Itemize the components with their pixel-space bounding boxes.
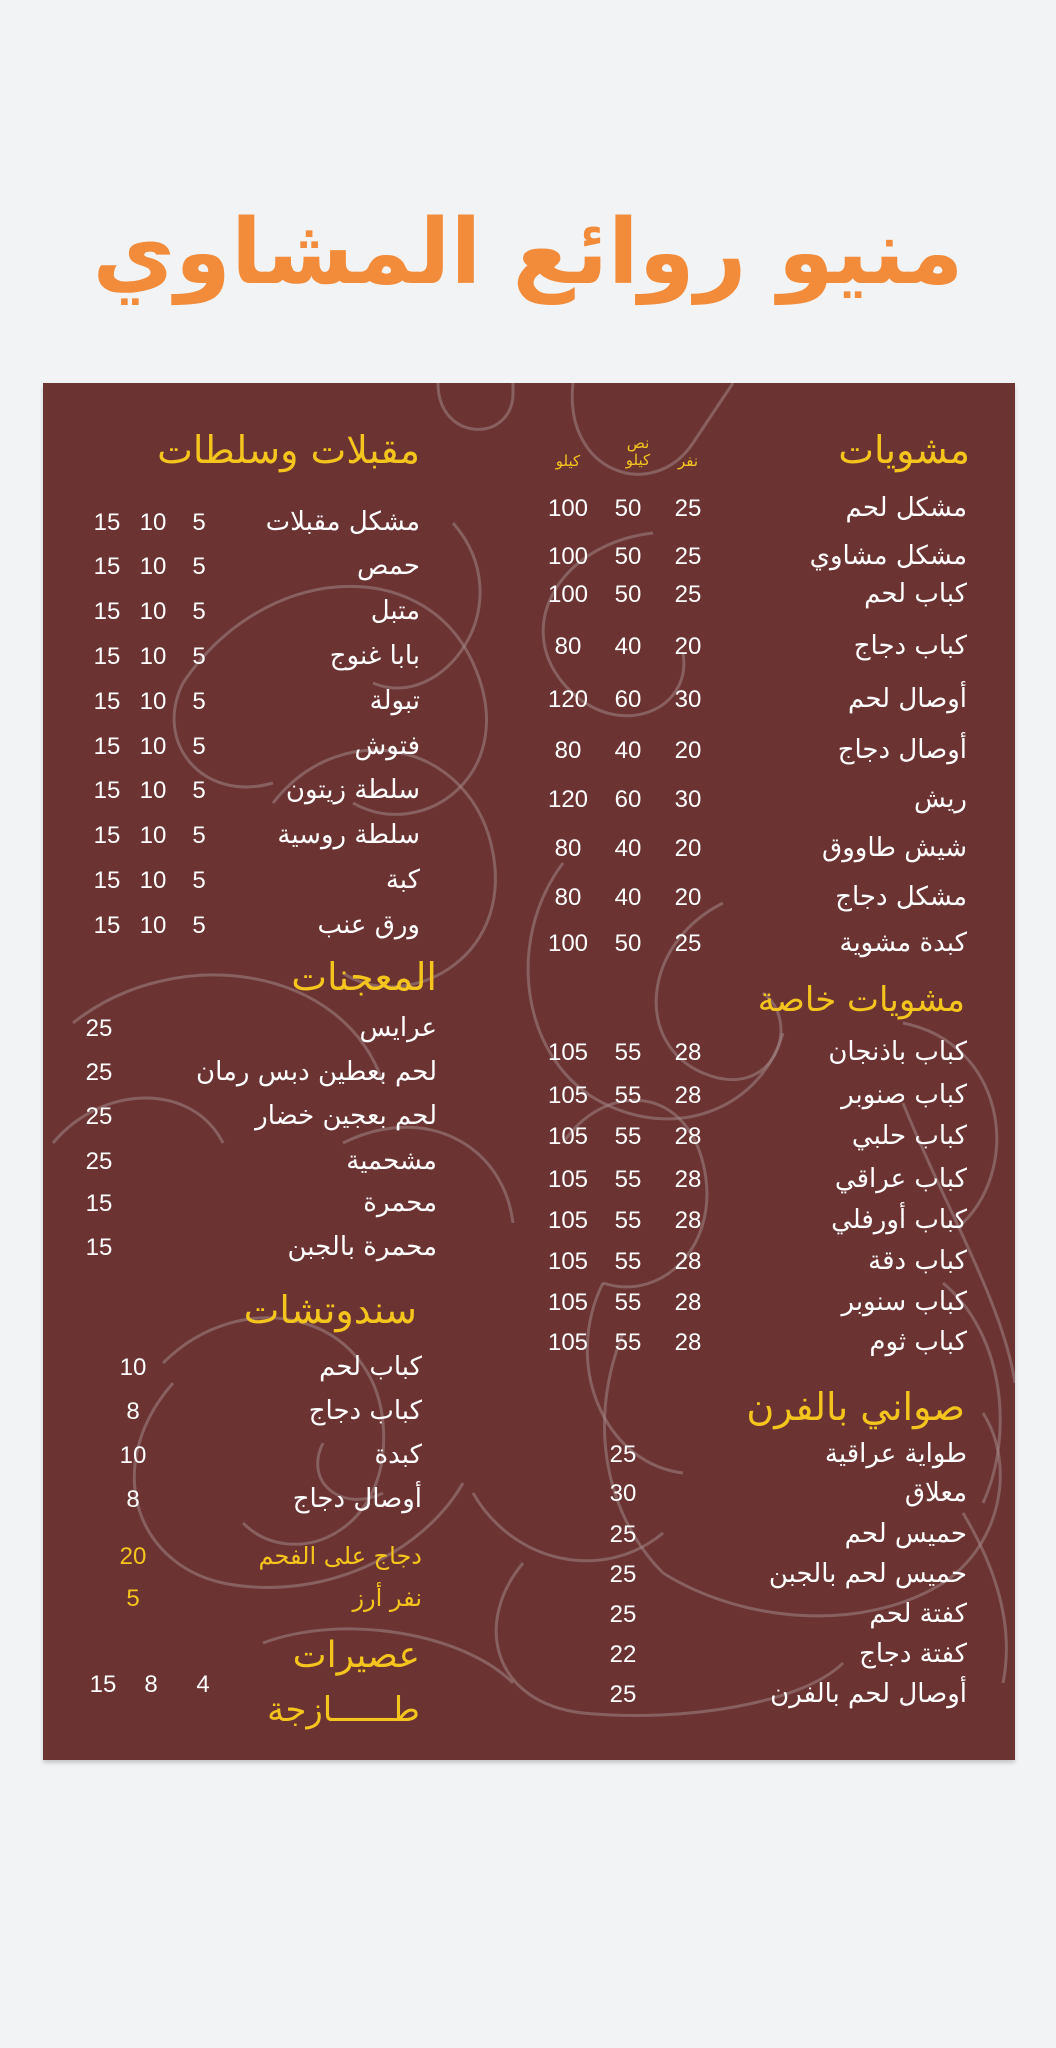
menu-item-name: كباب صنوبر (841, 1080, 967, 1110)
price-kilo: 120 (547, 686, 589, 713)
price: 25 (609, 1601, 637, 1628)
menu-item-name: كباب دقة (868, 1246, 967, 1276)
menu-card (43, 383, 1015, 1760)
menu-item-name: مشحمية (346, 1146, 437, 1176)
menu-item-name: كباب ثوم (869, 1327, 967, 1357)
price-portion: 28 (674, 1082, 702, 1109)
price-half-kilo: 50 (614, 543, 642, 570)
menu-item-name: أوصال دجاج (292, 1484, 422, 1514)
price-medium: 10 (139, 598, 167, 625)
price-portion: 28 (674, 1166, 702, 1193)
menu-item-name: طواية عراقية (824, 1439, 967, 1469)
price: 8 (126, 1398, 140, 1425)
price-small: 5 (192, 912, 206, 939)
price-half-kilo: 60 (614, 686, 642, 713)
price-half-kilo: 50 (614, 581, 642, 608)
pastries-heading: المعجنات (291, 955, 437, 999)
price-medium: 10 (139, 867, 167, 894)
price: 25 (609, 1681, 637, 1708)
price-medium: 10 (139, 777, 167, 804)
price: 15 (85, 1234, 113, 1261)
price-half-kilo: 55 (614, 1166, 642, 1193)
juice-price-small: 4 (196, 1671, 210, 1698)
menu-extra-name: دجاج على الفحم (258, 1542, 422, 1570)
price: 25 (85, 1148, 113, 1175)
page-title: منيو روائع المشاوي (92, 200, 964, 305)
col-header-half-kilo: نص كيلو (625, 434, 651, 469)
price-small: 5 (192, 688, 206, 715)
menu-item-name: حمص (357, 551, 420, 581)
price-medium: 10 (139, 733, 167, 760)
juices-heading: عصيرات (292, 1635, 420, 1676)
juice-price-large: 15 (89, 1671, 117, 1698)
price-large: 15 (93, 553, 121, 580)
price-kilo: 105 (547, 1039, 589, 1066)
menu-item-name: كباب حلبي (851, 1121, 967, 1151)
menu-item-name: ريش (914, 784, 967, 814)
price-portion: 20 (674, 737, 702, 764)
price-portion: 28 (674, 1207, 702, 1234)
price-portion: 25 (674, 581, 702, 608)
price-kilo: 105 (547, 1289, 589, 1316)
price: 25 (85, 1015, 113, 1042)
menu-item-name: كباب لحم (864, 579, 967, 609)
menu-item-name: لحم بعطين دبس رمان (195, 1057, 437, 1087)
menu-item-name: شيش طاووق (822, 833, 967, 863)
juices-heading-line2: طــــــازجة (267, 1690, 420, 1730)
menu-extra-name: نفر أرز (352, 1584, 422, 1612)
menu-item-name: كباب دجاج (308, 1396, 422, 1426)
price-kilo: 80 (554, 737, 582, 764)
price-kilo: 100 (547, 495, 589, 522)
price-kilo: 100 (547, 543, 589, 570)
price-half-kilo: 55 (614, 1248, 642, 1275)
menu-item-name: محمرة (363, 1188, 437, 1218)
menu-item-name: لحم بعجين خضار (255, 1101, 437, 1131)
price-portion: 20 (674, 835, 702, 862)
price-portion: 30 (674, 786, 702, 813)
price-portion: 28 (674, 1289, 702, 1316)
price-small: 5 (192, 553, 206, 580)
col-header-portion: نفر (677, 452, 699, 470)
price: 25 (609, 1441, 637, 1468)
price-kilo: 100 (547, 581, 589, 608)
price-medium: 10 (139, 822, 167, 849)
menu-item-name: مشكل مشاوي (809, 541, 967, 571)
price-portion: 20 (674, 633, 702, 660)
menu-item-name: كباب لحم (319, 1352, 422, 1382)
price-small: 5 (192, 777, 206, 804)
price-half-kilo: 55 (614, 1289, 642, 1316)
price: 25 (609, 1561, 637, 1588)
sandwiches-heading: سندوتشات (243, 1288, 417, 1332)
price-kilo: 80 (554, 633, 582, 660)
menu-item-name: كباب عراقي (834, 1164, 967, 1194)
menu-item-name: أوصال لحم بالفرن (770, 1679, 967, 1709)
price-half-kilo: 55 (614, 1329, 642, 1356)
price-half-kilo: 60 (614, 786, 642, 813)
menu-item-name: تبولة (369, 686, 420, 716)
price-large: 15 (93, 777, 121, 804)
price: 25 (85, 1103, 113, 1130)
price-small: 5 (192, 867, 206, 894)
menu-item-name: كباب دجاج (853, 631, 967, 661)
price-half-kilo: 40 (614, 737, 642, 764)
price-portion: 28 (674, 1248, 702, 1275)
grills-heading: مشويات (838, 428, 970, 472)
price-large: 15 (93, 688, 121, 715)
price: 15 (85, 1190, 113, 1217)
oven-trays-heading: صواني بالفرن (746, 1385, 965, 1429)
menu-item-name: حميس لحم بالجبن (768, 1559, 967, 1589)
menu-item-name: عرايس (359, 1013, 437, 1043)
price-half-kilo: 55 (614, 1039, 642, 1066)
price: 25 (85, 1059, 113, 1086)
price-portion: 28 (674, 1039, 702, 1066)
menu-item-name: سلطة روسية (277, 820, 420, 850)
price: 10 (119, 1354, 147, 1381)
price-kilo: 105 (547, 1082, 589, 1109)
price-kilo: 80 (554, 884, 582, 911)
menu-item-name: كباب باذنجان (828, 1037, 967, 1067)
special-grills-heading: مشويات خاصة (757, 980, 965, 1020)
menu-item-name: ورق عنب (317, 910, 420, 940)
price-portion: 28 (674, 1329, 702, 1356)
price-kilo: 105 (547, 1166, 589, 1193)
price: 25 (609, 1521, 637, 1548)
price: 30 (609, 1480, 637, 1507)
price-half-kilo: 55 (614, 1207, 642, 1234)
menu-item-name: كفتة دجاج (859, 1639, 967, 1669)
price-kilo: 105 (547, 1123, 589, 1150)
price-medium: 10 (139, 553, 167, 580)
menu-item-name: متبل (370, 596, 420, 626)
price-kilo: 120 (547, 786, 589, 813)
price-kilo: 105 (547, 1329, 589, 1356)
price-portion: 25 (674, 495, 702, 522)
price-kilo: 80 (554, 835, 582, 862)
price-medium: 10 (139, 688, 167, 715)
menu-item-name: مشكل مقبلات (265, 507, 420, 537)
menu-item-name: كباب سنوبر (841, 1287, 967, 1317)
menu-item-name: كباب أورفلي (831, 1205, 967, 1235)
price-kilo: 100 (547, 930, 589, 957)
juice-price-medium: 8 (144, 1671, 158, 1698)
menu-item-name: كبة (385, 865, 420, 895)
menu-item-name: فتوش (354, 731, 420, 761)
price: 8 (126, 1486, 140, 1513)
price-small: 5 (192, 643, 206, 670)
price-half-kilo: 55 (614, 1082, 642, 1109)
price-portion: 30 (674, 686, 702, 713)
price-half-kilo: 40 (614, 835, 642, 862)
price-half-kilo: 40 (614, 884, 642, 911)
menu-item-name: بابا غنوج (329, 641, 420, 671)
extra-price: 5 (126, 1585, 140, 1612)
price-large: 15 (93, 509, 121, 536)
menu-item-name: كبدة (374, 1440, 422, 1470)
price-large: 15 (93, 733, 121, 760)
extra-price: 20 (119, 1543, 147, 1570)
menu-item-name: كفتة لحم (869, 1599, 967, 1629)
price-large: 15 (93, 912, 121, 939)
menu-item-name: أوصال دجاج (837, 735, 967, 765)
menu-item-name: معلاق (904, 1478, 967, 1508)
price-half-kilo: 55 (614, 1123, 642, 1150)
price-portion: 25 (674, 543, 702, 570)
menu-item-name: مشكل دجاج (835, 882, 967, 912)
price-kilo: 105 (547, 1207, 589, 1234)
price-half-kilo: 50 (614, 930, 642, 957)
price-half-kilo: 40 (614, 633, 642, 660)
price-medium: 10 (139, 912, 167, 939)
price-small: 5 (192, 598, 206, 625)
appetizers-heading: مقبلات وسلطات (157, 428, 420, 472)
price-medium: 10 (139, 643, 167, 670)
price-large: 15 (93, 598, 121, 625)
price-portion: 28 (674, 1123, 702, 1150)
price: 22 (609, 1641, 637, 1668)
menu-item-name: كبدة مشوية (839, 928, 967, 958)
price-portion: 20 (674, 884, 702, 911)
menu-item-name: حميس لحم (844, 1519, 967, 1549)
price-large: 15 (93, 867, 121, 894)
price-kilo: 105 (547, 1248, 589, 1275)
price-half-kilo: 50 (614, 495, 642, 522)
price-large: 15 (93, 643, 121, 670)
price: 10 (119, 1442, 147, 1469)
col-header-kilo: كيلو (555, 452, 581, 470)
menu-item-name: سلطة زيتون (285, 775, 420, 805)
menu-item-name: محمرة بالجبن (287, 1232, 437, 1262)
price-large: 15 (93, 822, 121, 849)
price-portion: 25 (674, 930, 702, 957)
price-small: 5 (192, 733, 206, 760)
price-medium: 10 (139, 509, 167, 536)
menu-item-name: أوصال لحم (848, 684, 967, 714)
price-small: 5 (192, 822, 206, 849)
menu-item-name: مشكل لحم (845, 493, 967, 523)
price-small: 5 (192, 509, 206, 536)
